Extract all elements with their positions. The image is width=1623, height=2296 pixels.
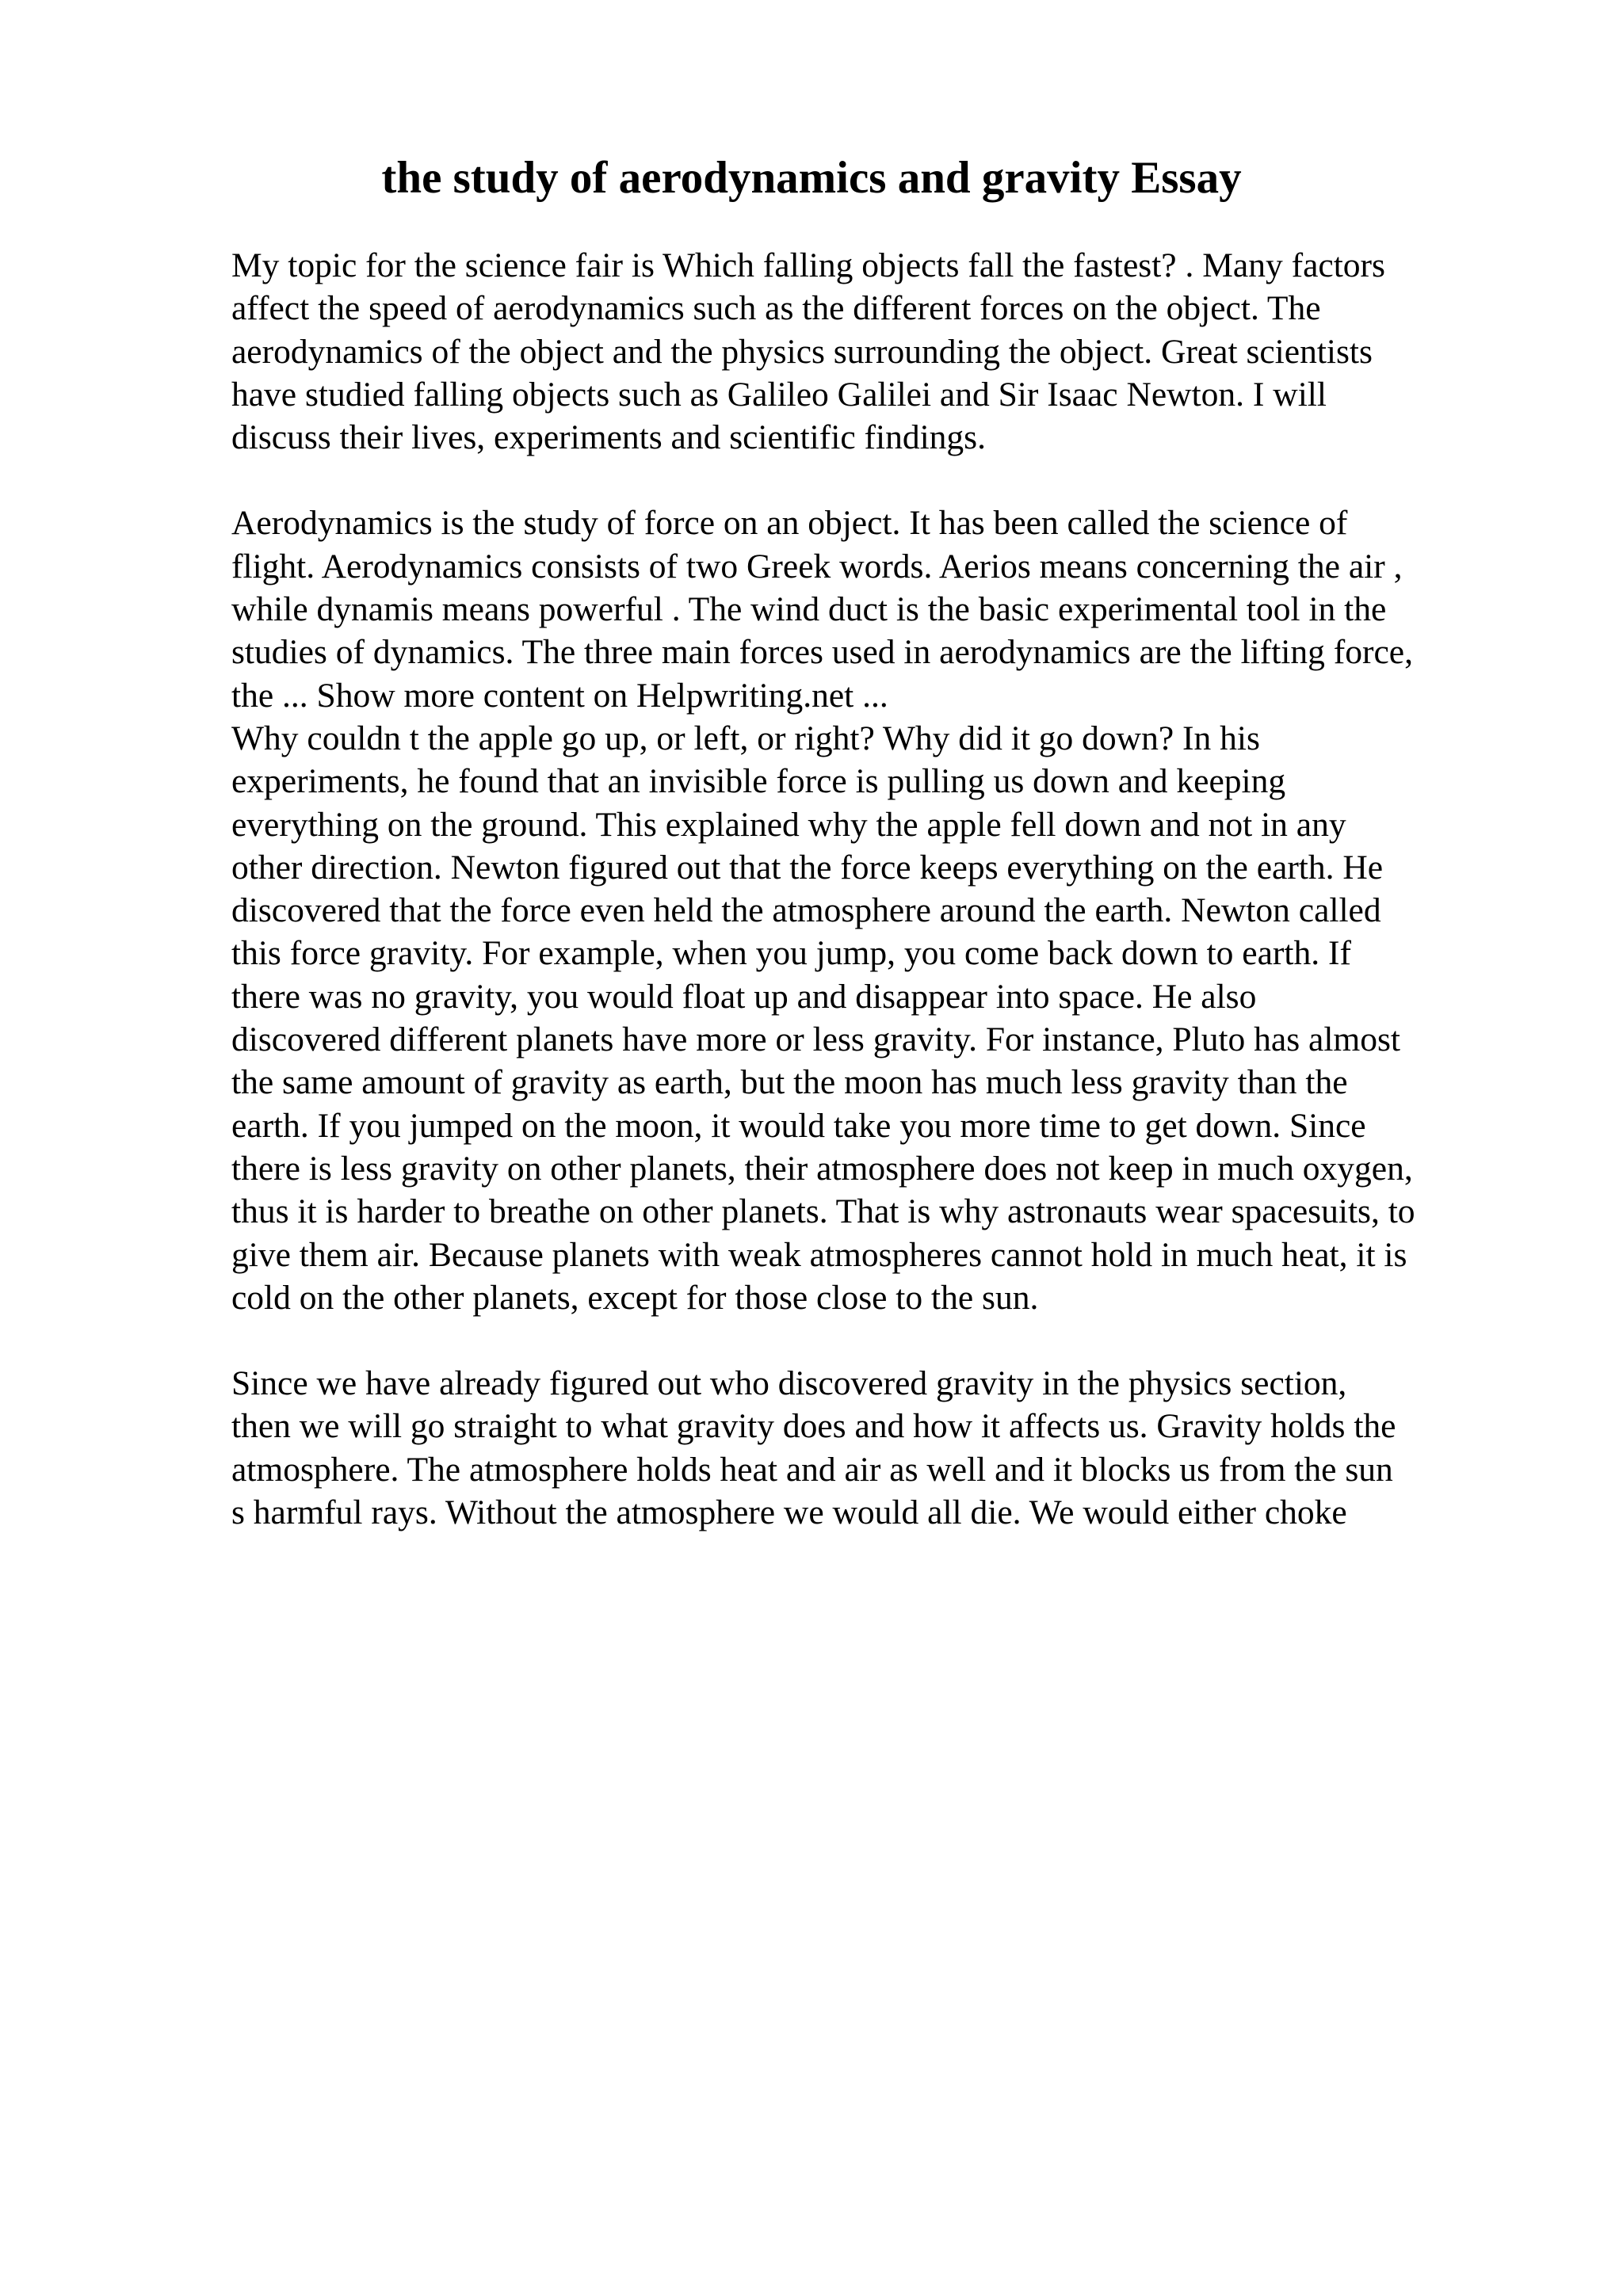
text-line: Aerodynamics is the study of force on an object. It has been called the science of bbox=[231, 504, 1348, 543]
text-line: give them air. Because planets with weak atmospheres cannot hold in much heat, it is bbox=[231, 1235, 1407, 1274]
text-line: other direction. Newton figured out that the force keeps everything on the earth. He bbox=[231, 848, 1384, 887]
paragraph-aerodynamics bbox=[231, 502, 1515, 1319]
text-line: this force gravity. For example, when you jump, you come back down to earth. If bbox=[231, 934, 1351, 973]
text-line: discovered different planets have more or less gravity. For instance, Pluto has almost bbox=[231, 1020, 1401, 1059]
text-line: experiments, he found that an invisible force is pulling us down and keeping bbox=[231, 762, 1286, 801]
text-line: there was no gravity, you would float up and disappear into space. He also bbox=[231, 977, 1257, 1016]
text-line: earth. If you jumped on the moon, it would take you more time to get down. Since bbox=[231, 1106, 1366, 1145]
text-line: affect the speed of aerodynamics such as the different forces on the object. The bbox=[231, 289, 1321, 328]
paragraph-gravity bbox=[231, 1362, 1515, 1534]
paragraph-intro bbox=[231, 244, 1515, 459]
text-line: studies of dynamics. The three main forces used in aerodynamics are the lifting force, bbox=[231, 633, 1413, 672]
text-line: flight. Aerodynamics consists of two Greek words. Aerios means concerning the air , bbox=[231, 547, 1403, 585]
text-line: discovered that the force even held the atmosphere around the earth. Newton called bbox=[231, 891, 1381, 930]
text-line: thus it is harder to breathe on other planets. That is why astronauts wear spacesuits, to bbox=[231, 1192, 1415, 1231]
text-line: My topic for the science fair is Which falling objects fall the fastest? . Many factors bbox=[231, 246, 1385, 284]
text-line: the ... Show more content on Helpwriting.net ... bbox=[231, 676, 888, 715]
text-line: while dynamis means powerful . The wind duct is the basic experimental tool in the bbox=[231, 590, 1387, 629]
text-line: there is less gravity on other planets, their atmosphere does not keep in much oxygen, bbox=[231, 1149, 1413, 1188]
text-line: then we will go straight to what gravity does and how it affects us. Gravity holds the bbox=[231, 1407, 1396, 1446]
text-line: cold on the other planets, except for those close to the sun. bbox=[231, 1278, 1039, 1317]
text-line: everything on the ground. This explained why the apple fell down and not in any bbox=[231, 805, 1346, 844]
document-title: the study of aerodynamics and gravity Essay bbox=[381, 153, 1242, 203]
text-line: aerodynamics of the object and the physics surrounding the object. Great scientists bbox=[231, 332, 1373, 371]
paragraph-spacer bbox=[231, 459, 1515, 502]
text-line: Since we have already figured out who discovered gravity in the physics section, bbox=[231, 1364, 1347, 1403]
text-line: discuss their lives, experiments and scientific findings. bbox=[231, 418, 986, 457]
text-line: Why couldn t the apple go up, or left, or right? Why did it go down? In his bbox=[231, 719, 1260, 757]
text-line: atmosphere. The atmosphere holds heat and air as well and it blocks us from the sun bbox=[231, 1450, 1393, 1489]
text-line: s harmful rays. Without the atmosphere we would all die. We would either choke bbox=[231, 1493, 1347, 1532]
document-body bbox=[231, 244, 1515, 1534]
text-line: the same amount of gravity as earth, but the moon has much less gravity than the bbox=[231, 1063, 1348, 1102]
text-line: have studied falling objects such as Galileo Galilei and Sir Isaac Newton. I will bbox=[231, 375, 1327, 414]
paragraph-spacer bbox=[231, 1319, 1515, 1362]
